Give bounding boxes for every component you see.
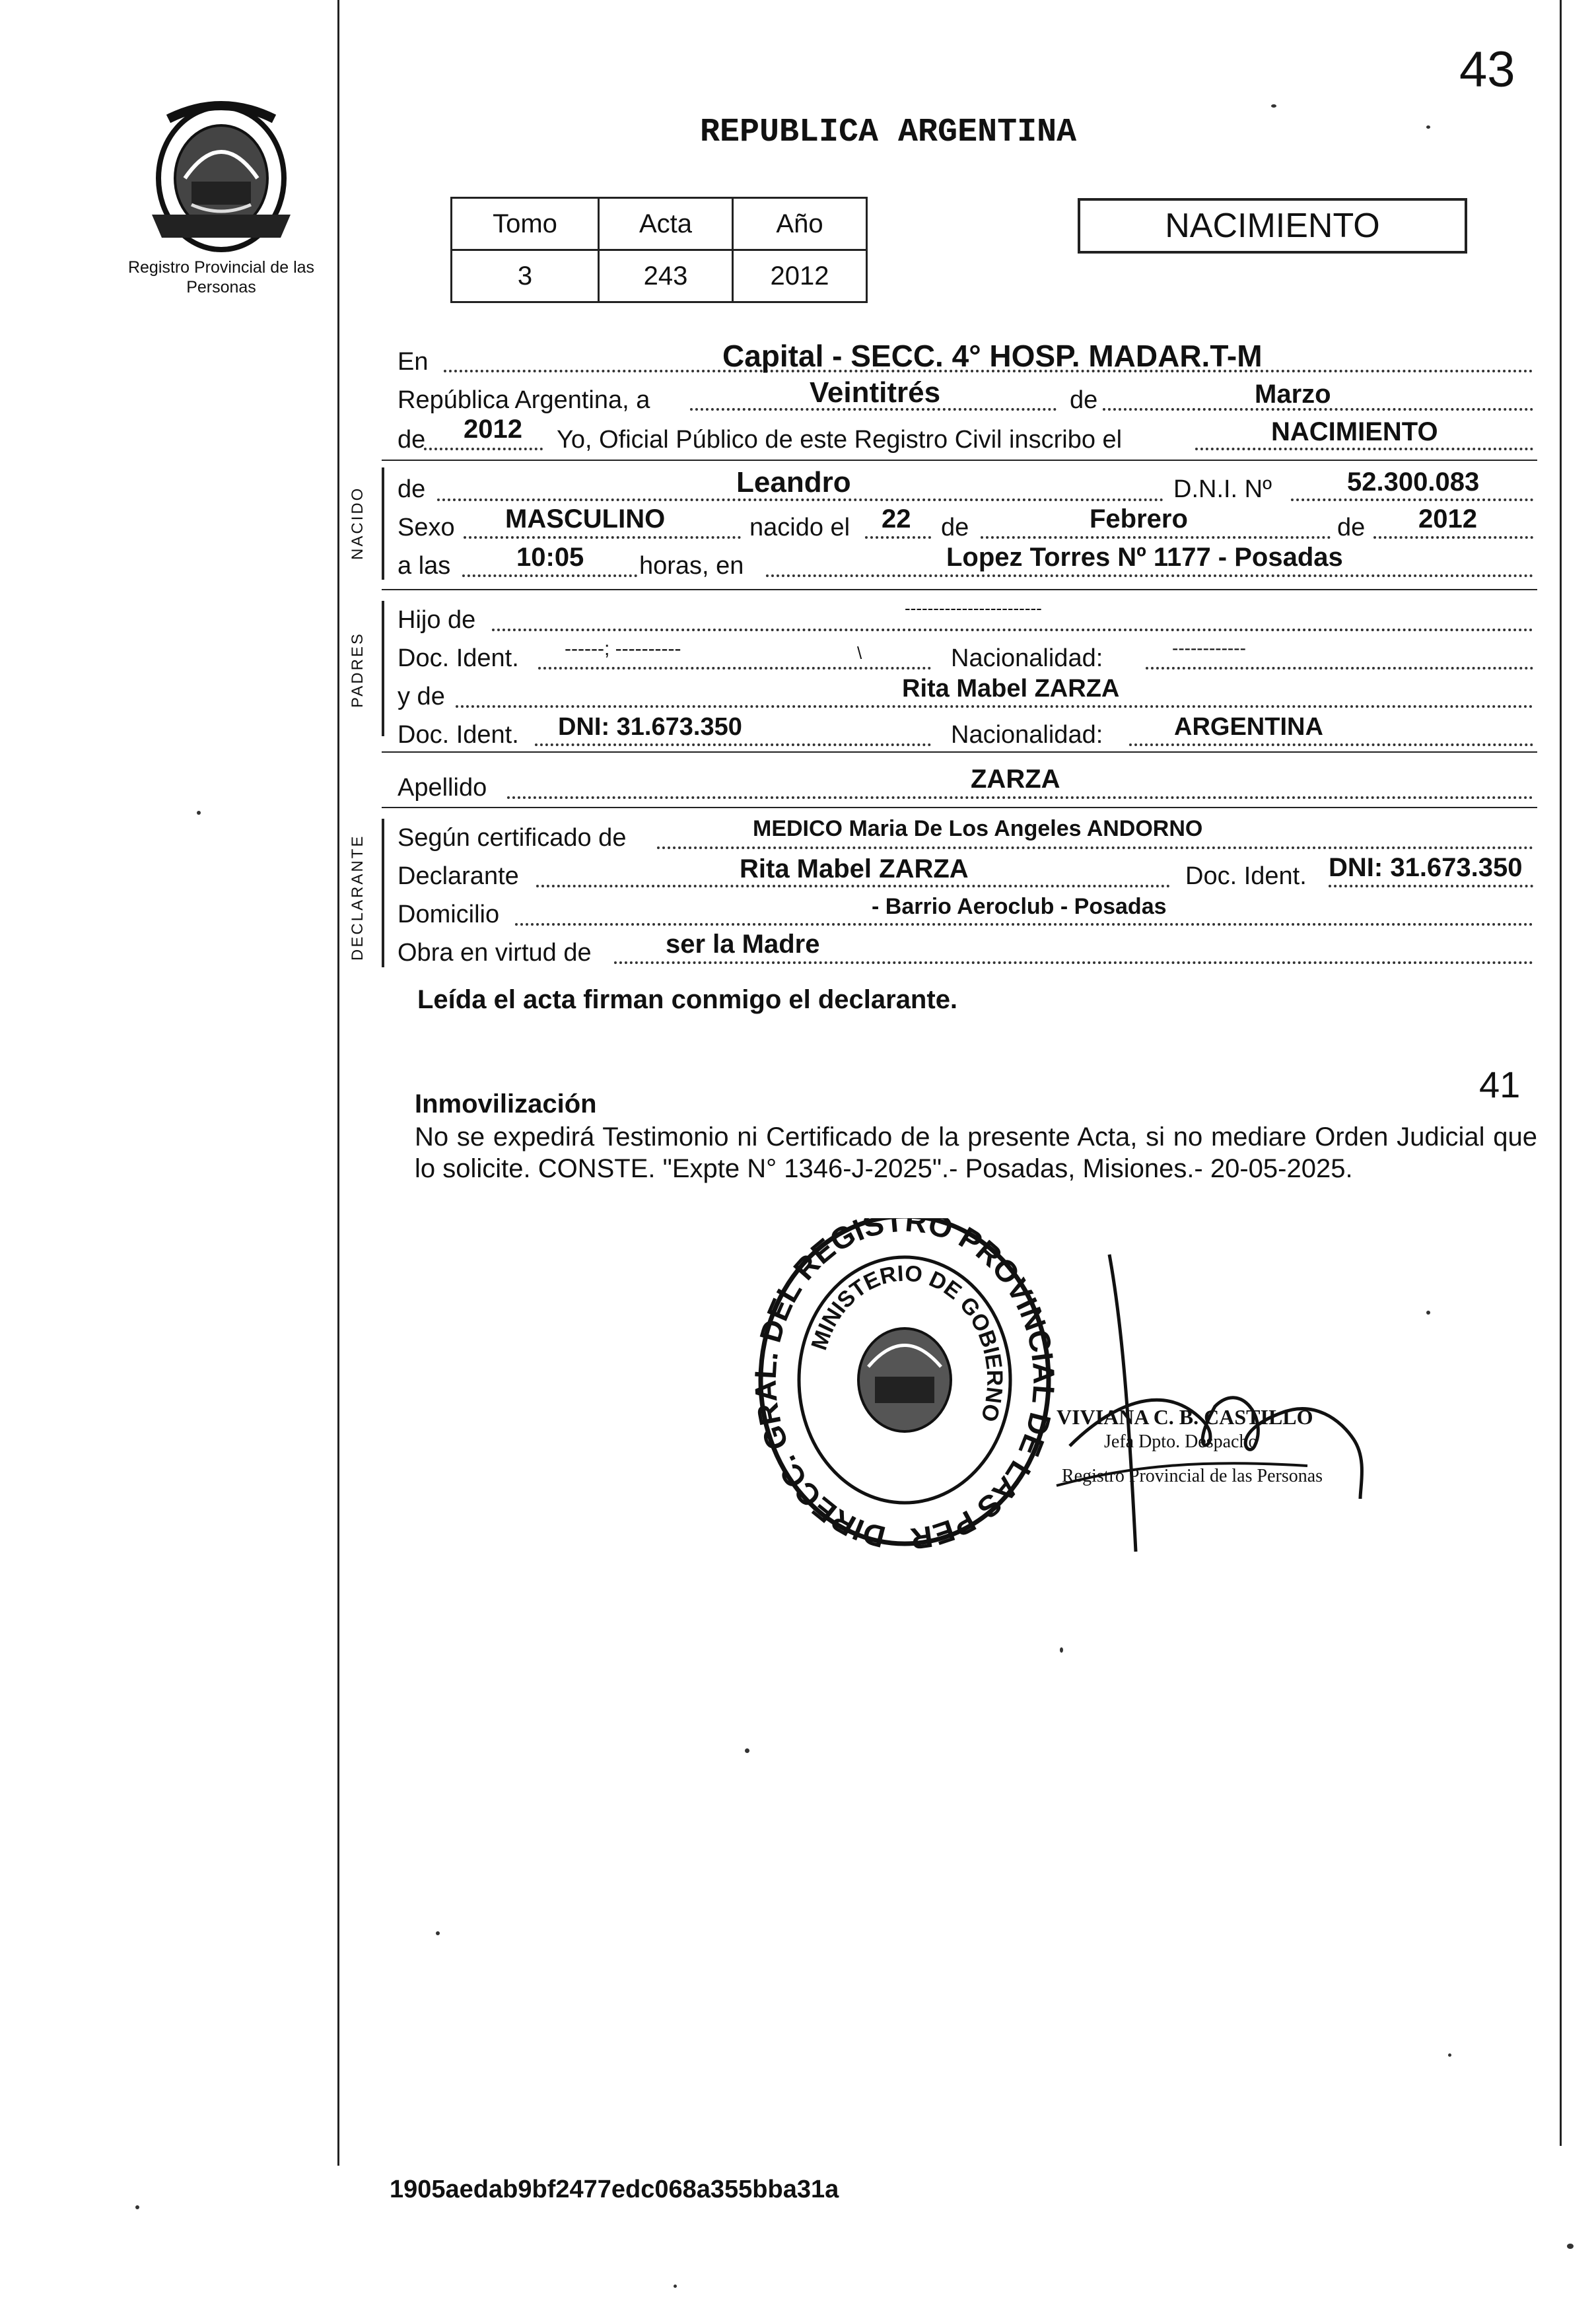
cert-dots: [657, 846, 1533, 849]
registry-label: Registro Provincial de las Personas: [127, 258, 315, 296]
apellido-label: Apellido: [398, 774, 487, 802]
oficial-text: Yo, Oficial Público de este Registro Civil inscribo el: [557, 426, 1123, 454]
dni-label: D.N.I. Nº: [1173, 475, 1272, 503]
father-value: ------------------------: [905, 598, 1042, 618]
table-header-tomo: Tomo: [452, 198, 599, 250]
cert-label: Según certificado de: [398, 824, 627, 852]
de-label-2: de: [398, 426, 426, 454]
nac1-value: ------------: [1172, 638, 1246, 658]
declarante-side-label: DECLARANTE: [349, 834, 366, 961]
nacido-el-label: nacido el: [749, 514, 850, 541]
yde-dots: [456, 705, 1533, 708]
scan-speck: [1426, 125, 1430, 129]
seal-ring-text: DIRECC. GR . DEL REGISTRO PROVINC DE LAS PER: [753, 1218, 1057, 1557]
de-label-1: de: [1070, 386, 1098, 414]
decl-label: Declarante: [398, 862, 519, 890]
scan-speck: [1426, 1311, 1430, 1315]
padres-bracket: [382, 601, 384, 736]
scan-speck: [1060, 1647, 1063, 1653]
doc2-dots: [535, 743, 931, 746]
closing-statement: Leída el acta firman conmigo el declarante.: [417, 985, 958, 1014]
nacido-name-label: de: [398, 475, 426, 503]
separator-top: [382, 460, 1537, 461]
obra-value: ser la Madre: [666, 930, 820, 959]
dni-dots: [1291, 499, 1533, 501]
tomo-acta-table: [450, 197, 868, 303]
obra-label: Obra en virtud de: [398, 939, 592, 967]
inmovilizacion-text: No se expedirá Testimonio ni Certificado de la presente Acta, si no mediare Orden Judicial que lo solicite. CONSTE. "Expte N° 1346-J-2025".- Posadas, Misiones.- 20-05-2025.: [415, 1122, 1537, 1183]
inmovilizacion-title: Inmovilización: [415, 1089, 597, 1118]
official-seal: [753, 1218, 1057, 1562]
scan-speck: [674, 2285, 677, 2288]
table-header-anio: Año: [733, 198, 867, 250]
decl-value: Rita Mabel ZARZA: [740, 854, 969, 883]
month-value: Marzo: [1255, 380, 1331, 409]
sexo-dots: [464, 536, 741, 539]
birth-month: Febrero: [1090, 504, 1188, 533]
footer-hash: 1905aedab9bf2477edc068a355bba31a: [390, 2176, 839, 2203]
inscribe-dots: [1195, 448, 1533, 450]
decl-doc-value: DNI: 31.673.350: [1329, 853, 1523, 882]
scan-speck: [1448, 2053, 1451, 2057]
decl-dots: [536, 885, 1170, 887]
inscribe-value: NACIMIENTO: [1271, 417, 1438, 446]
doc2-label: Doc. Ident.: [398, 721, 519, 749]
a-las-label: a las: [398, 552, 451, 580]
doc1-label: Doc. Ident.: [398, 644, 519, 672]
scan-speck: [745, 1748, 749, 1753]
separator-nacido: [382, 589, 1537, 590]
time-dots: [462, 574, 637, 577]
day-value: Veintitrés: [810, 376, 941, 409]
table-value-tomo: 3: [452, 250, 599, 302]
right-margin-line: [1560, 0, 1562, 2146]
scan-speck: [197, 811, 201, 815]
doc2-value: DNI: 31.673.350: [558, 713, 742, 741]
nac1-dots: [1146, 667, 1533, 670]
year-dots: [424, 448, 543, 450]
dni-value: 52.300.083: [1347, 467, 1480, 497]
place-dots: [766, 574, 1533, 577]
horas-label: horas, en: [639, 552, 744, 580]
sexo-value: MASCULINO: [505, 504, 666, 533]
separator-apellido: [382, 807, 1537, 808]
registry-logo: [139, 99, 304, 258]
sexo-label: Sexo: [398, 514, 455, 541]
yde-label: y de: [398, 683, 445, 710]
birth-day: 22: [882, 504, 911, 533]
nac2-label: Nacionalidad:: [951, 721, 1103, 749]
en-value: Capital - SECC. 4° HOSP. MADAR.T-M: [722, 339, 1263, 373]
birth-month-dots: [981, 536, 1331, 539]
act-type-box: [1078, 198, 1467, 254]
doc1-dots: [538, 667, 931, 670]
obra-dots: [614, 961, 1533, 964]
birth-year-dots: [1373, 536, 1533, 539]
scan-speck: [1567, 2244, 1574, 2249]
country-title: REPUBLICA ARGENTINA: [700, 114, 1077, 151]
scan-speck: [135, 2205, 139, 2209]
dom-dots: [515, 923, 1533, 926]
doc1-mark: \: [857, 643, 862, 663]
nac2-value: ARGENTINA: [1174, 713, 1323, 741]
birth-year: 2012: [1418, 504, 1477, 533]
mother-value: Rita Mabel ZARZA: [902, 675, 1120, 703]
cert-value: MEDICO Maria De Los Angeles ANDORNO: [753, 816, 1203, 841]
birth-de-label: de: [941, 514, 969, 541]
table-value-anio: 2012: [733, 250, 867, 302]
stamp-name: VIVIANA C. B. CASTILLO: [1057, 1405, 1313, 1429]
birth-day-dots: [865, 536, 931, 539]
hijo-dots: [492, 629, 1533, 631]
place-value: Lopez Torres Nº 1177 - Posadas: [946, 543, 1343, 572]
nac1-label: Nacionalidad:: [951, 644, 1103, 672]
nacido-bracket: [382, 467, 384, 580]
separator-padres: [382, 751, 1537, 753]
stamp-role: Jefa Dpto. Despacho: [1104, 1431, 1258, 1452]
en-label: En: [398, 348, 429, 376]
apellido-dots: [507, 796, 1533, 799]
left-margin-line: [337, 0, 339, 2166]
hijo-label: Hijo de: [398, 606, 476, 634]
birth-year-label: de: [1337, 514, 1366, 541]
act-type-label: NACIMIENTO: [1165, 207, 1380, 245]
year-value: 2012: [464, 415, 522, 444]
padres-side-label: PADRES: [349, 632, 366, 708]
scan-speck: [1271, 104, 1276, 108]
republica-label: República Argentina, a: [398, 386, 650, 414]
stamp-office: Registro Provincial de las Personas: [1062, 1466, 1323, 1486]
dom-label: Domicilio: [398, 901, 500, 928]
apellido-value: ZARZA: [971, 765, 1060, 794]
dom-value: - Barrio Aeroclub - Posadas: [872, 894, 1167, 919]
inmovilizacion-page-mark: 41: [1479, 1064, 1521, 1105]
table-header-acta: Acta: [599, 198, 733, 250]
time-value: 10:05: [516, 543, 584, 572]
page-number-top: 43: [1459, 42, 1515, 98]
table-value-acta: 243: [599, 250, 733, 302]
nacido-name-value: Leandro: [736, 466, 851, 499]
declarante-bracket: [382, 819, 384, 967]
scan-speck: [436, 1931, 440, 1935]
decl-doc-label: Doc. Ident.: [1185, 862, 1307, 890]
doc1-value: ------; ----------: [565, 638, 681, 660]
nac2-dots: [1129, 743, 1533, 746]
nacido-side-label: NACIDO: [349, 486, 366, 560]
decl-doc-dots: [1329, 885, 1533, 887]
seal-inner-text: MINISTERIO DE GOBIERNO: [806, 1260, 1008, 1425]
